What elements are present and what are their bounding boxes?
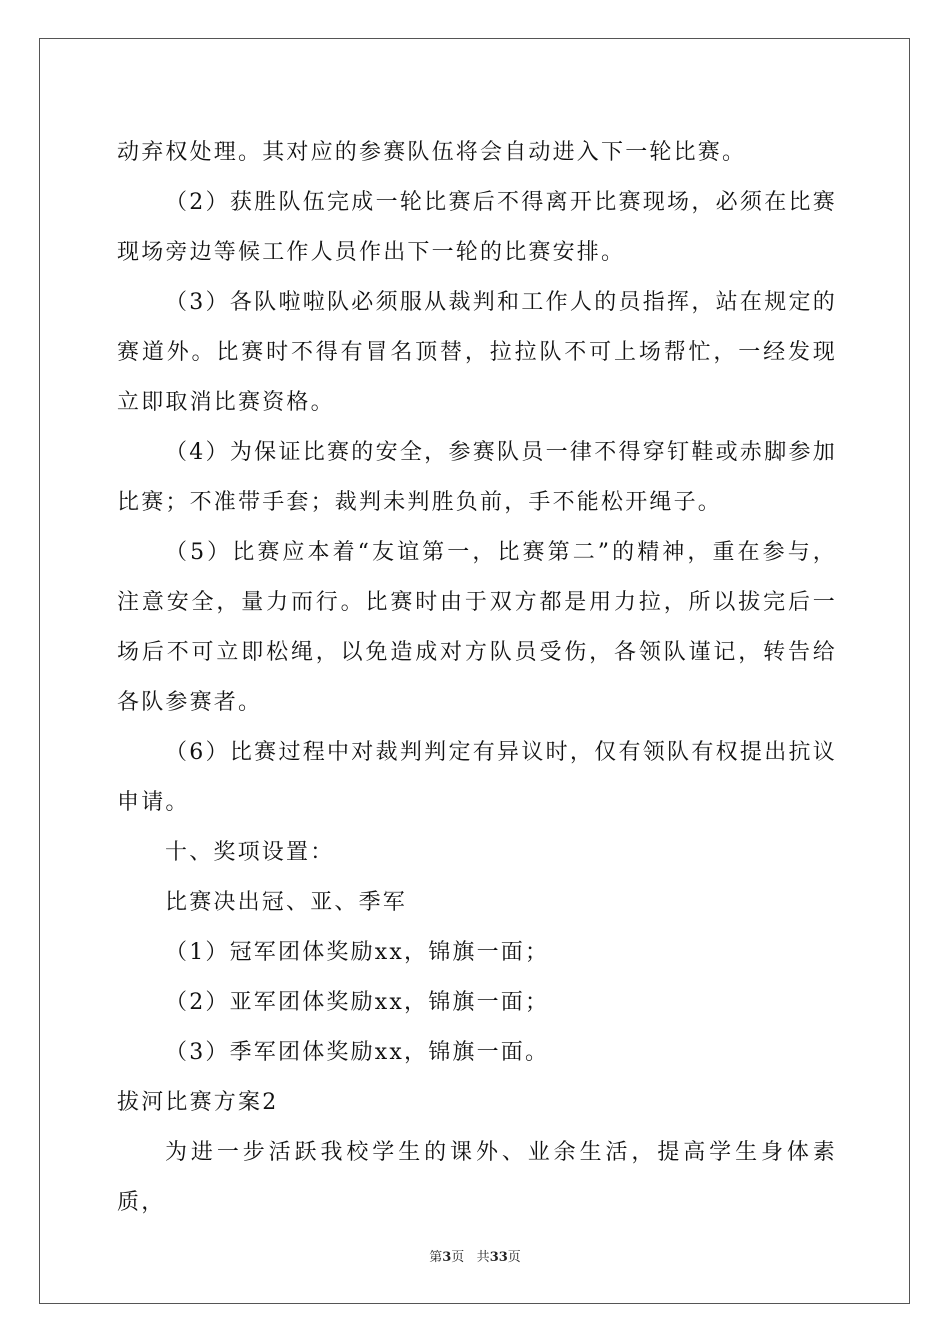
footer-page-prefix: 第	[429, 1250, 443, 1265]
page-footer	[0, 1246, 950, 1265]
footer-page-suffix: 页	[451, 1250, 465, 1265]
list-item: （3）季军团体奖励xx，锦旗一面。	[165, 1040, 550, 1065]
paragraph: （3）各队啦啦队必须服从裁判和工作人的员指挥，站在规定的赛道外。比赛时不得有冒名顶替，拉拉队不可上场帮忙，一经发现立即取消比赛资格。	[117, 290, 837, 415]
footer-total-pages: 33	[489, 1250, 508, 1265]
footer-page-number: 3	[442, 1250, 452, 1265]
paragraph: （2）获胜队伍完成一轮比赛后不得离开比赛现场，必须在比赛现场旁边等候工作人员作出下一轮的比赛安排。	[117, 190, 837, 265]
footer-total-suffix: 页	[507, 1250, 521, 1265]
document-body	[117, 128, 837, 1228]
list-item: （2）亚军团体奖励xx，锦旗一面；	[165, 990, 550, 1015]
list-item: （1）冠军团体奖励xx，锦旗一面；	[165, 940, 550, 965]
paragraph: （6）比赛过程中对裁判判定有异议时，仅有领队有权提出抗议申请。	[117, 740, 837, 815]
paragraph: 为进一步活跃我校学生的课外、业余生活，提高学生身体素质，	[117, 1140, 837, 1215]
document-title: 拔河比赛方案2	[117, 1090, 279, 1115]
footer-total-prefix: 共	[476, 1250, 490, 1265]
paragraph: （4）为保证比赛的安全，参赛队员一律不得穿钉鞋或赤脚参加比赛；不准带手套；裁判未判胜负前，手不能松开绳子。	[117, 440, 837, 515]
paragraph: 比赛决出冠、亚、季军	[165, 890, 408, 915]
section-heading: 十、奖项设置：	[165, 840, 335, 865]
paragraph: 动弃权处理。其对应的参赛队伍将会自动进入下一轮比赛。	[117, 140, 747, 165]
paragraph: （5）比赛应本着“友谊第一，比赛第二”的精神，重在参与，注意安全，量力而行。比赛时由于双方都是用力拉，所以拔完后一场后不可立即松绳，以免造成对方队员受伤，各领队谨记，转告给各队参赛者。	[117, 540, 837, 715]
